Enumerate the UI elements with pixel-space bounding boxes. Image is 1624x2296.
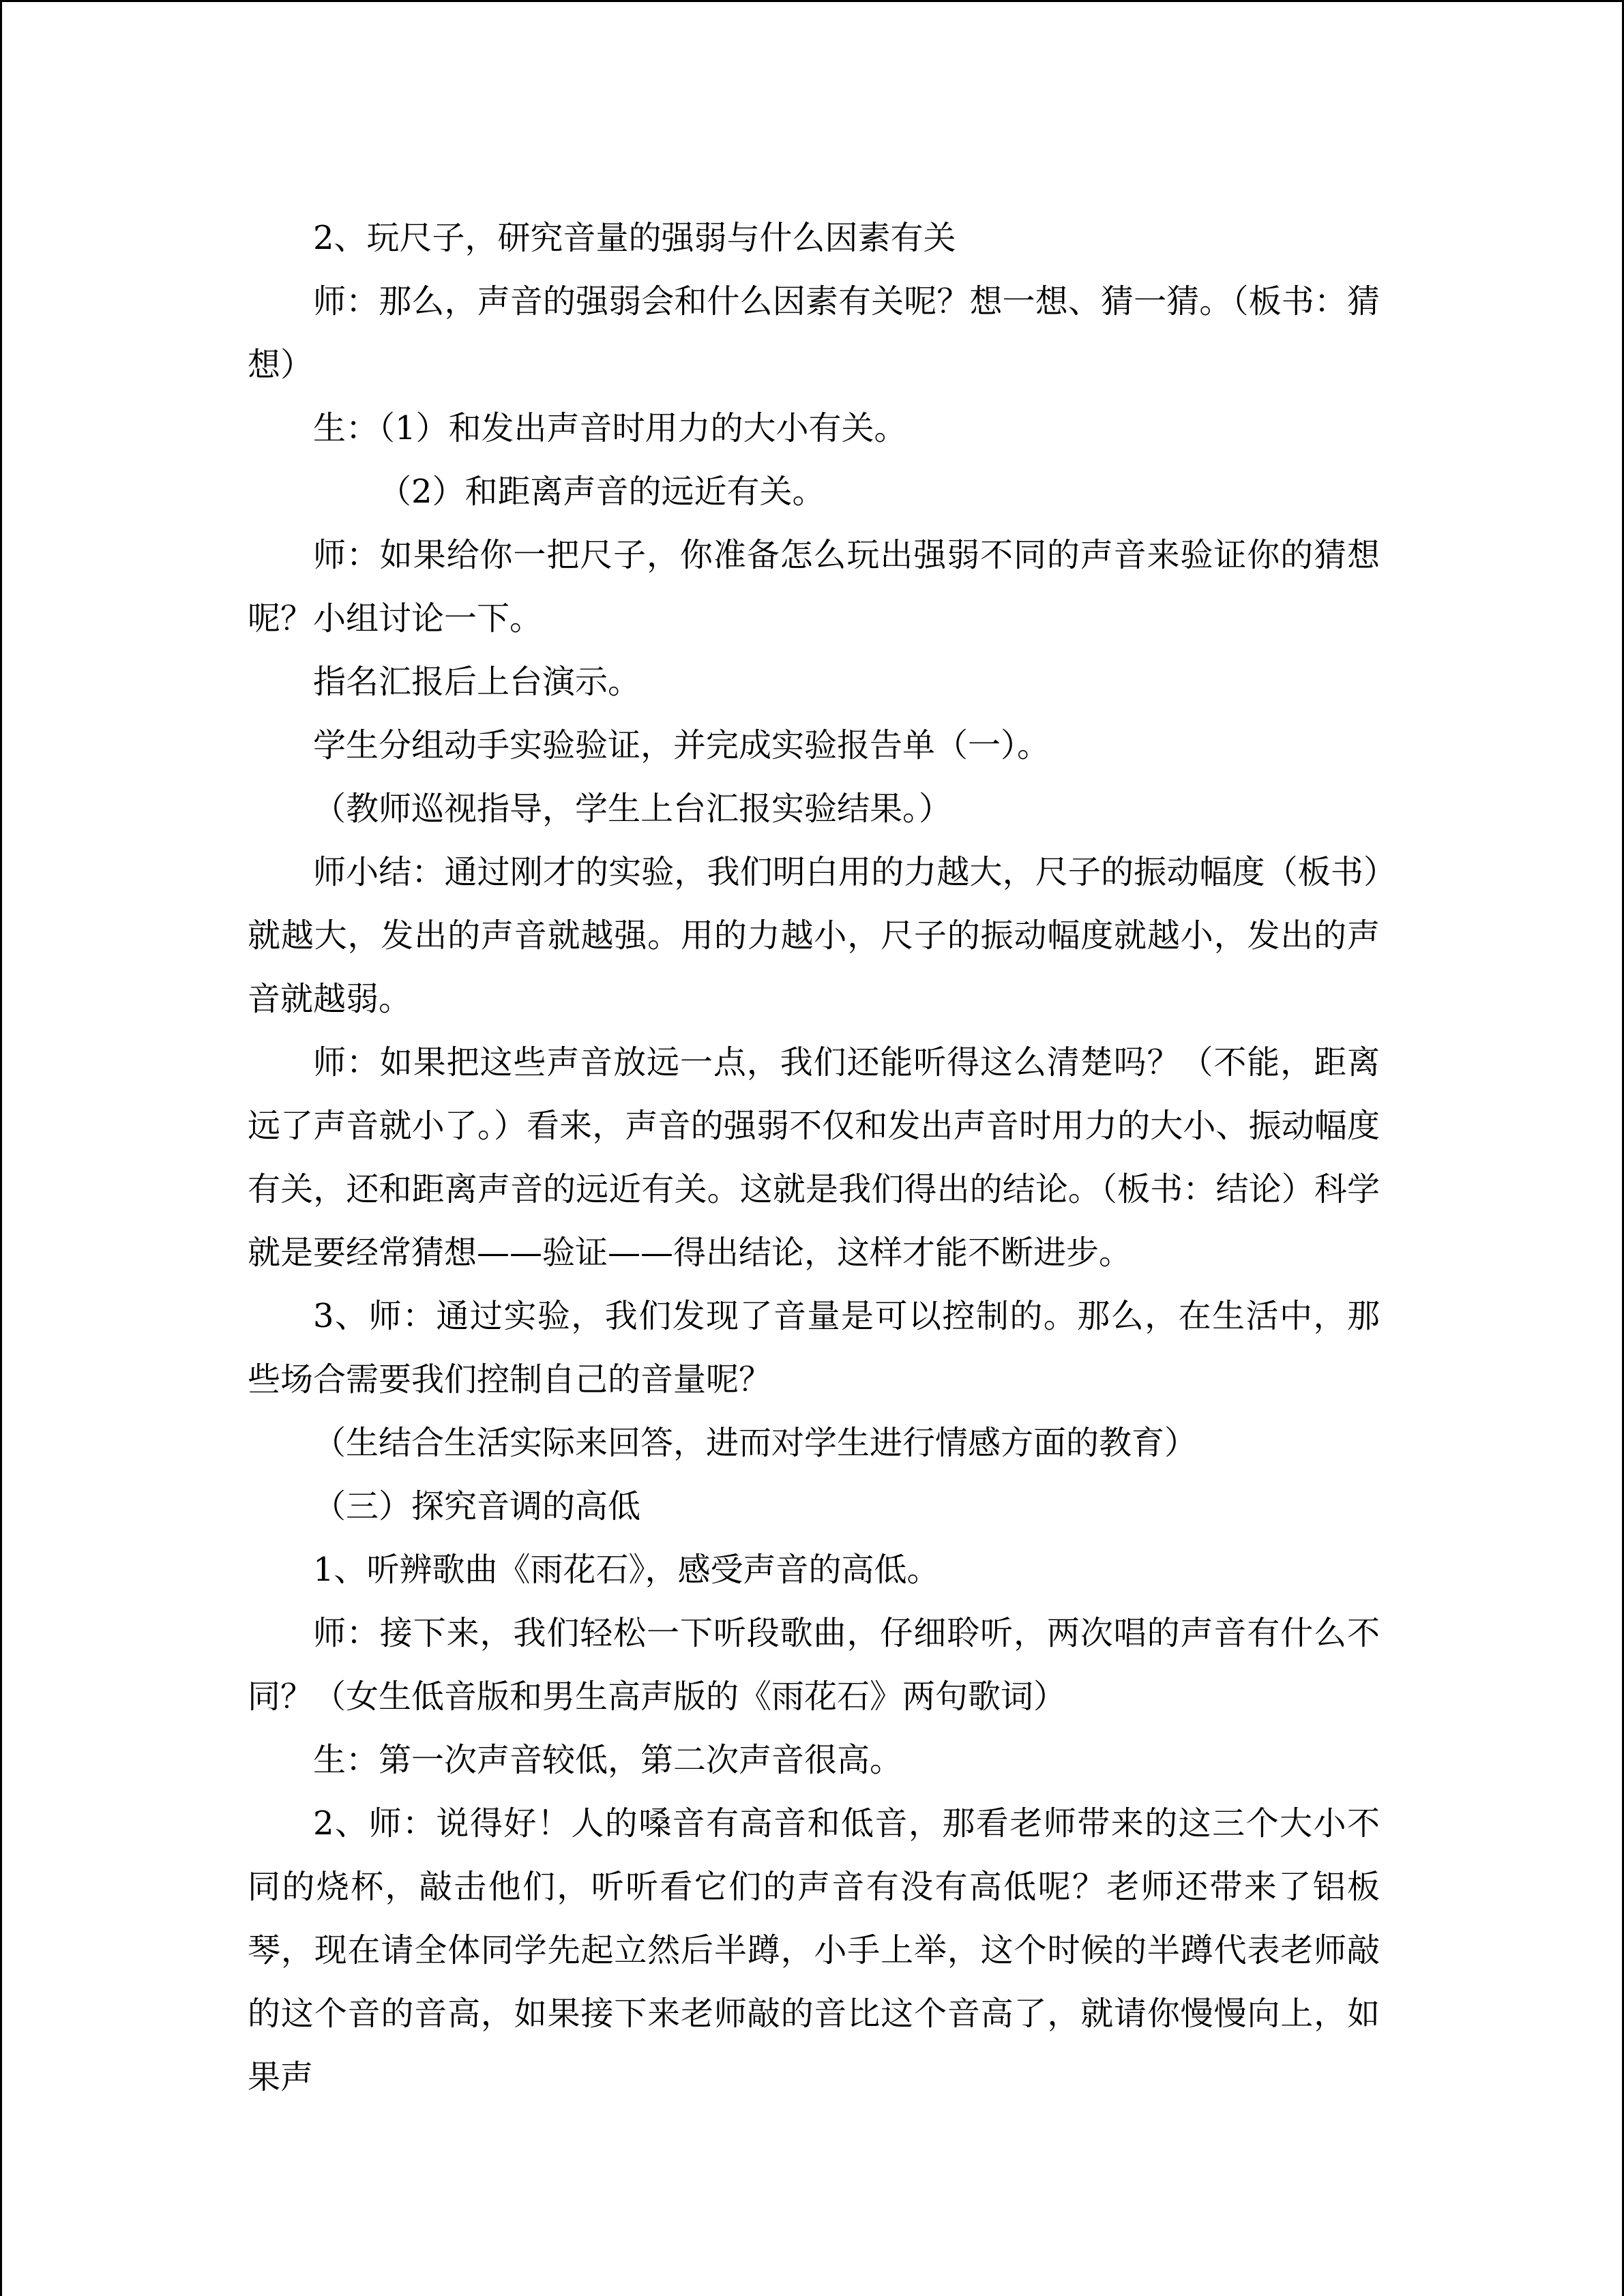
paragraph-experiment: 学生分组动手实验验证，并完成实验报告单（一）。 (313, 726, 1050, 764)
paragraph-summary: 师小结：通过刚才的实验，我们明白用的力越大，尺子的振动幅度（板书）就越大，发出的声音就越强。用的力越小，尺子的振动幅度就越小，发出的声音就越弱。 (248, 853, 1380, 1018)
paragraph-distance: 师：如果把这些声音放远一点，我们还能听得这么清楚吗？（不能，距离远了声音就小了。）看来，声音的强弱不仅和发出声音时用力的大小、振动幅度有关，还和距离声音的远近有关。这就是我们得出的结论。（板书：结论）科学就是要经常猜想——验证——得出结论，这样才能不断进步。 (248, 1043, 1380, 1272)
paragraph-student-answer: 生：第一次声音较低，第二次声音很高。 (313, 1741, 903, 1779)
paragraph-listen: 师：接下来，我们轻松一下听段歌曲，仔细聆听，两次唱的声音有什么不同？（女生低音版和男生高声版的《雨花石》两句歌词） (248, 1614, 1380, 1716)
paragraph-teacher-question: 师：那么，声音的强弱会和什么因素有关呢？想一想、猜一猜。（板书：猜想） (248, 282, 1380, 384)
paragraph-heading-ruler: 2、玩尺子，研究音量的强弱与什么因素有关 (313, 219, 956, 257)
paragraph-teacher-guide: （教师巡视指导，学生上台汇报实验结果。） (313, 790, 952, 828)
paragraph-song: 1、听辨歌曲《雨花石》，感受声音的高低。 (313, 1551, 940, 1589)
paragraph-teacher-ruler: 师：如果给你一把尺子，你准备怎么玩出强弱不同的声音来验证你的猜想呢？小组讨论一下。 (248, 536, 1380, 638)
paragraph-beakers: 2、师：说得好！人的嗓音有高音和低音，那看老师带来的这三个大小不同的烧杯，敲击他们，听听看它们的声音有没有高低呢？老师还带来了铝板琴，现在请全体同学先起立然后半蹲，小手上举，这个时候的半蹲代表老师敲的这个音的音高，如果接下来老师敲的音比这个音高了，就请你慢慢向上，如果声 (248, 1804, 1380, 2096)
document-body (248, 207, 1380, 2109)
paragraph-volume-control: 3、师：通过实验，我们发现了音量是可以控制的。那么，在生活中，那些场合需要我们控制自己的音量呢？ (248, 1297, 1380, 1399)
paragraph-emotion-education: （生结合生活实际来回答，进而对学生进行情感方面的教育） (313, 1424, 1198, 1462)
paragraph-report: 指名汇报后上台演示。 (313, 663, 641, 701)
paragraph-student-guess-2: （2）和距离声音的远近有关。 (379, 473, 825, 511)
paragraph-student-guess-1: 生：（1）和发出声音时用力的大小有关。 (313, 409, 907, 447)
section-heading-pitch: （三）探究音调的高低 (313, 1487, 641, 1525)
